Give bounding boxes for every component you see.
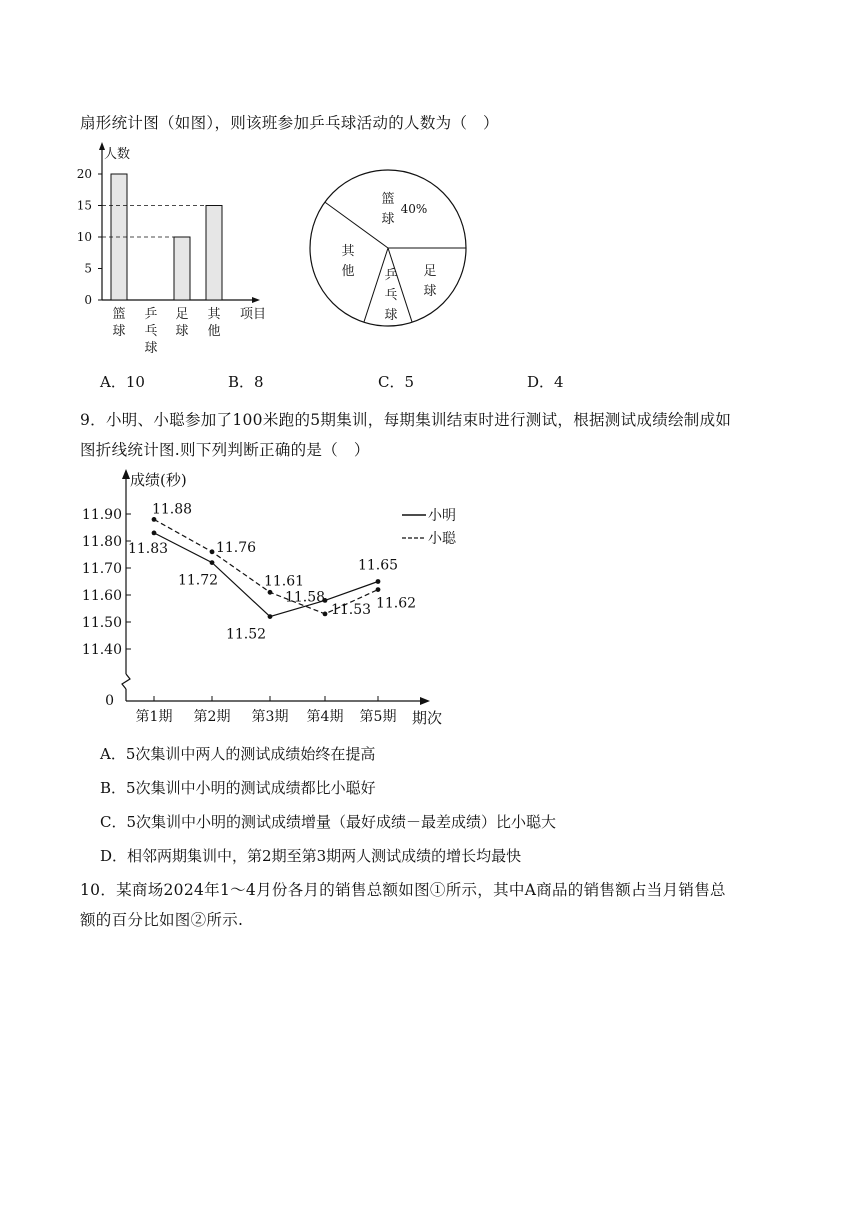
bar-3: [174, 237, 190, 300]
line-y-axis-break: [122, 674, 130, 689]
bar-category-char: 球: [144, 341, 158, 356]
bar-y-tick-label: 20: [76, 167, 92, 181]
bar-y-tick-label: 5: [84, 261, 92, 276]
bar-category-char: 足: [175, 307, 189, 322]
bar-chart: [60, 138, 280, 360]
bar-x-label: 项目: [240, 307, 267, 322]
line-y-tick-label: 11.60: [81, 588, 122, 604]
line-point: [268, 614, 273, 619]
line-x-tick-label: 第4期: [306, 709, 344, 725]
line-x-arrow: [420, 697, 430, 705]
line-data-label: 11.76: [215, 539, 257, 556]
line-y-arrow: [122, 469, 130, 479]
line-y-label: 成绩(秒): [130, 471, 187, 489]
q8-option-a[interactable]: A．10: [100, 373, 145, 391]
line-point: [376, 579, 381, 584]
bar-category-char: 篮: [112, 307, 126, 322]
line-data-label: 11.52: [225, 626, 267, 643]
q8-option-d[interactable]: D．4: [527, 373, 564, 391]
pie-chart: [300, 160, 480, 340]
q10-stem-line2: 额的百分比如图②所示.: [80, 911, 244, 929]
bar-category-char: 球: [112, 324, 126, 339]
q9-option-c[interactable]: C．5次集训中小明的测试成绩增量（最好成绩－最差成绩）比小聪大: [100, 813, 557, 831]
q8-stem-tail: 扇形统计图（如图），则该班参加乒乓球活动的人数为（ ）: [80, 114, 499, 132]
line-data-label: 11.83: [127, 540, 169, 557]
line-point: [323, 612, 328, 617]
bar-y-label: 人数: [104, 147, 131, 162]
line-series-2: [154, 519, 378, 614]
pie-label-pingpong: 乒: [384, 268, 398, 283]
q8-option-c[interactable]: C．5: [378, 373, 415, 391]
line-point: [210, 549, 215, 554]
line-chart: [70, 465, 480, 730]
line-data-label: 11.58: [284, 589, 326, 606]
bar-category-char: 球: [175, 324, 189, 339]
legend-label: 小明: [428, 508, 456, 524]
bar-category-char: 乓: [144, 324, 158, 339]
bar-category-char: 乒: [144, 307, 158, 322]
line-y-tick-label: 11.50: [81, 615, 122, 631]
bar-x-arrow: [252, 297, 260, 303]
line-point: [152, 531, 157, 536]
bar-category-char: 他: [207, 324, 221, 339]
line-y-tick-label: 11.40: [81, 642, 122, 658]
bar-category-char: 其: [207, 307, 221, 322]
pie-label-basketball: 球: [381, 212, 395, 227]
line-y-tick-label: 11.70: [81, 561, 122, 577]
line-x-tick-label: 第5期: [359, 709, 397, 725]
line-data-label: 11.65: [357, 557, 399, 574]
q9-option-d[interactable]: D．相邻两期集训中，第2期至第3期两人测试成绩的增长均最快: [100, 847, 522, 865]
pie-label-other: 他: [341, 264, 355, 279]
pie-label-pingpong: 球: [384, 308, 398, 323]
pie-label-football: 足: [423, 264, 437, 279]
bar-4: [206, 206, 222, 301]
line-point: [152, 517, 157, 522]
line-data-label: 11.88: [151, 501, 193, 518]
line-x-tick-label: 第2期: [193, 709, 231, 725]
bar-y-tick-label: 10: [76, 230, 92, 244]
line-data-label: 11.61: [263, 573, 305, 590]
line-y-tick-label: 0: [105, 693, 114, 709]
line-x-tick-label: 第1期: [135, 709, 173, 725]
line-point: [210, 560, 215, 565]
pie-label-football: 球: [423, 284, 437, 299]
pie-label-basketball-pct: 40%: [400, 202, 428, 216]
q9-stem-line1: 9．小明、小聪参加了100米跑的5期集训，每期集训结束时进行测试，根据测试成绩绘制成如: [80, 411, 732, 429]
line-point: [376, 587, 381, 592]
q10-stem-line1: 10．某商场2024年1～4月份各月的销售总额如图①所示，其中A商品的销售额占当月销售总: [80, 881, 726, 899]
line-y-tick-label: 11.80: [81, 534, 122, 550]
pie-label-pingpong: 乓: [384, 288, 398, 303]
line-point: [268, 590, 273, 595]
pie-label-other: 其: [341, 244, 355, 259]
line-data-label: 11.62: [375, 595, 417, 612]
line-y-tick-label: 11.90: [81, 507, 122, 523]
q9-option-a[interactable]: A．5次集训中两人的测试成绩始终在提高: [100, 745, 376, 763]
bar-y-tick-label: 0: [84, 293, 92, 307]
q9-option-b[interactable]: B．5次集训中小明的测试成绩都比小聪好: [100, 779, 376, 797]
line-x-label: 期次: [412, 709, 443, 727]
bar-y-tick-label: 15: [76, 198, 92, 213]
q9-stem-line2: 图折线统计图.则下列判断正确的是（ ）: [80, 441, 370, 459]
pie-label-basketball: 篮: [381, 192, 395, 207]
line-data-label: 11.53: [330, 601, 372, 618]
line-data-label: 11.72: [177, 572, 219, 589]
legend-label: 小聪: [428, 531, 456, 547]
line-x-tick-label: 第3期: [251, 709, 289, 725]
q8-option-b[interactable]: B．8: [228, 373, 264, 391]
